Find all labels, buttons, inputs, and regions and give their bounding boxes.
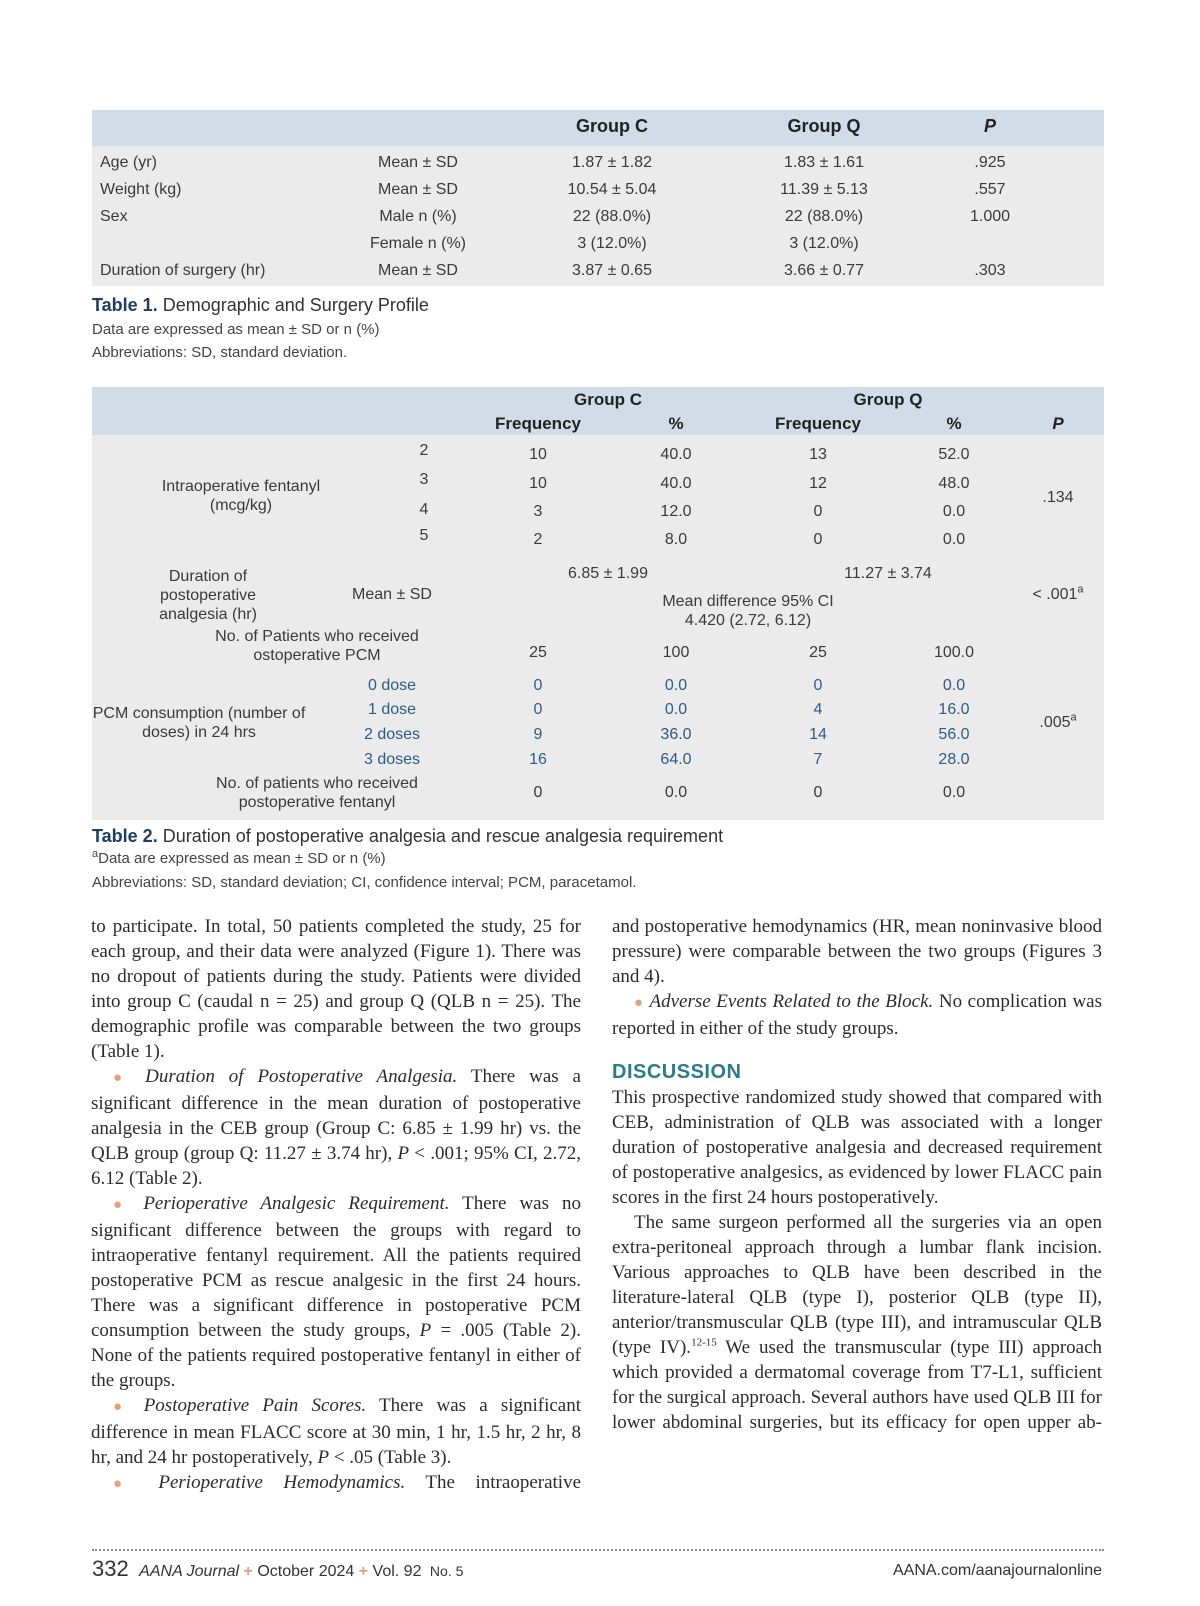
table-2-cell: 7 bbox=[813, 751, 823, 768]
table-1-caption-label: Table 1. bbox=[92, 295, 158, 315]
table-1-row-p: .303 bbox=[974, 262, 1006, 279]
bullet-icon: ● bbox=[113, 1197, 131, 1213]
table-1-row-q: 22 (88.0%) bbox=[784, 208, 864, 225]
table-2-note-sup: a bbox=[92, 848, 99, 860]
table-2-pcm-dose: 0 dose bbox=[367, 677, 417, 694]
table-2-cell: 25 bbox=[529, 644, 547, 661]
table-2-pcm-dose: 3 doses bbox=[363, 751, 421, 768]
table-2-cell: 0 bbox=[533, 701, 543, 718]
reference-superscript: 12-15 bbox=[691, 1336, 717, 1349]
table-2-duration-stat: Mean ± SD bbox=[352, 586, 432, 603]
p-symbol: P bbox=[419, 1320, 432, 1341]
table-2-pcm-consumption-label: PCM consumption (number of doses) in 24 hrs bbox=[92, 705, 306, 741]
paragraph bbox=[91, 1393, 581, 1470]
table-1-row-label: Weight (kg) bbox=[100, 181, 182, 198]
table-2-cell: 40.0 bbox=[660, 446, 692, 463]
table-1-row-p: .557 bbox=[974, 181, 1006, 198]
table-1 bbox=[92, 110, 1104, 286]
table-2-header-frequency-q: Frequency bbox=[775, 414, 861, 433]
table-2-cell: 10 bbox=[529, 446, 547, 463]
bullet-icon: ● bbox=[113, 1070, 132, 1086]
table-2-duration-p bbox=[1032, 585, 1083, 604]
text-span: There was a significant difference in mean FLACC score at 30 min, 1 hr, 1.5 hr, 2 hr, 8 hr, and 24 hr postoperatively, bbox=[91, 1395, 582, 1468]
table-2-header-group-q: Group Q bbox=[853, 390, 923, 409]
table-1-header-p: P bbox=[983, 116, 997, 136]
table-1-row-q: 11.39 ± 5.13 bbox=[780, 181, 868, 198]
subheading: Adverse Events Related to the Block. bbox=[649, 991, 934, 1012]
paragraph: to participate. In total, 50 patients completed the study, 25 for each group, and their data were analyzed (Figure 1). There was no dropout of patients during the study. Patients were divided into group C (caudal n = 25) and group Q (QLB n = 25). The demographic profile was comparable between the two groups (Table 1). bbox=[91, 916, 581, 1062]
table-2-cell: 3 bbox=[533, 503, 543, 520]
table-2-duration-c: 6.85 ± 1.99 bbox=[568, 565, 648, 582]
table-2-cell: 0 bbox=[813, 677, 823, 694]
table-2-cell: 0.0 bbox=[942, 503, 966, 520]
table-2 bbox=[92, 387, 1104, 820]
table-2-duration-diff-value: 4.420 (2.72, 6.12) bbox=[684, 612, 812, 629]
table-2-cell: 56.0 bbox=[938, 726, 970, 743]
table-2-header-group-c: Group C bbox=[574, 390, 642, 409]
table-2-cell: 2 bbox=[533, 531, 543, 548]
table-2-cell: 64.0 bbox=[660, 751, 692, 768]
footer-url: AANA.com/aanajournalonline bbox=[892, 1562, 1102, 1579]
table-1-row-stat: Female n (%) bbox=[369, 235, 467, 252]
issue-number: No. 5 bbox=[429, 1563, 464, 1579]
p-symbol: P bbox=[397, 1143, 410, 1164]
table-2-cell: 0 bbox=[533, 784, 543, 801]
table-1-header-group-c: Group C bbox=[576, 116, 648, 136]
text-span: < .05 (Table 3). bbox=[329, 1447, 452, 1468]
bullet-icon: ● bbox=[113, 1476, 138, 1492]
table-2-cell: 48.0 bbox=[938, 475, 970, 492]
table-2-header-percent-c: % bbox=[668, 414, 684, 433]
table-1-row-label: Duration of surgery (hr) bbox=[100, 262, 266, 279]
table-2-cell: 0.0 bbox=[942, 784, 966, 801]
subheading: Perioperative Analgesic Requirement. bbox=[143, 1193, 450, 1214]
table-2-duration-p-value: < .001 bbox=[1032, 586, 1078, 603]
text-span: We used the transmuscular (type III) approach which provided a dermatomal coverage from T7-L1, sufficient for the surgical approach. Several authors have used QLB III for lower abdominal surgeries, but its efficacy for open upper ab- bbox=[612, 1337, 1103, 1433]
bullet-icon: ● bbox=[113, 1399, 131, 1415]
table-2-cell: 14 bbox=[809, 726, 827, 743]
table-1-row-p: 1.000 bbox=[969, 208, 1011, 225]
table-2-cell: 25 bbox=[809, 644, 827, 661]
table-1-caption bbox=[92, 295, 429, 316]
table-2-note-text: Data are expressed as mean ± SD or n (%) bbox=[98, 850, 386, 867]
text-span: There was a significant difference in the mean duration of postoperative analgesia in the CEB group (Group C: 6.85 ± 1.99 hr) vs. the QLB group (group Q: 11.27 ± 3.74 hr), bbox=[91, 1066, 581, 1164]
table-1-row-label: Age (yr) bbox=[100, 154, 157, 171]
table-2-fentanyl-label: Intraoperative fentanyl (mcg/kg) bbox=[161, 478, 321, 514]
table-2-header-percent-q: % bbox=[946, 414, 962, 433]
table-2-cell: 0.0 bbox=[664, 701, 688, 718]
section-heading-discussion: DISCUSSION bbox=[612, 1061, 742, 1083]
plus-separator-icon: + bbox=[358, 1563, 369, 1580]
table-2-fentanyl-dose: 4 bbox=[419, 501, 429, 518]
paragraph: and postoperative hemodynamics (HR, mean noninvasive blood pressure) were comparable between the two groups (Figures 3 and 4). bbox=[612, 916, 1102, 987]
table-1-note: Abbreviations: SD, standard deviation. bbox=[92, 344, 348, 361]
table-2-cell: 0 bbox=[533, 677, 543, 694]
journal-name: AANA Journal bbox=[139, 1563, 240, 1580]
text-span: The intraoperative bbox=[405, 1472, 581, 1493]
table-2-note: Abbreviations: SD, standard deviation; CI, confidence interval; PCM, paracetamol. bbox=[92, 874, 637, 891]
table-1-row-c: 3 (12.0%) bbox=[577, 235, 647, 252]
table-2-pcm-p-sup: a bbox=[1070, 711, 1077, 724]
table-2-header-p: P bbox=[1052, 414, 1064, 433]
table-2-cell: 0 bbox=[813, 531, 823, 548]
subheading: Perioperative Hemodynamics. bbox=[158, 1472, 406, 1493]
footer-divider bbox=[92, 1549, 1104, 1551]
table-1-row-label: Sex bbox=[100, 208, 128, 225]
table-2-fentanyl-dose: 2 bbox=[419, 442, 429, 459]
table-2-cell: 0 bbox=[813, 784, 823, 801]
page-number: 332 bbox=[92, 1556, 129, 1581]
table-1-caption-text: Demographic and Surgery Profile bbox=[162, 295, 429, 315]
text-span: = .005 (Table 2). None of the patients required postoperative fentanyl in either of the groups. bbox=[91, 1320, 581, 1391]
table-2-cell: 16 bbox=[529, 751, 547, 768]
paragraph bbox=[612, 1210, 1102, 1435]
table-2-duration-label: Duration of postoperative analgesia (hr) bbox=[159, 568, 257, 623]
table-2-caption-label: Table 2. bbox=[92, 826, 158, 846]
table-2-cell: 0.0 bbox=[942, 531, 966, 548]
table-2-cell: 10 bbox=[529, 475, 547, 492]
table-2-cell: 9 bbox=[533, 726, 543, 743]
table-1-row-p: .925 bbox=[974, 154, 1006, 171]
volume: Vol. 92 bbox=[372, 1563, 422, 1580]
text-span: < .001; 95% CI, 2.72, 6.12 (Table 2). bbox=[91, 1143, 582, 1189]
table-2-cell: 36.0 bbox=[660, 726, 692, 743]
paragraph bbox=[612, 989, 1102, 1041]
table-2-pcm-p bbox=[1039, 713, 1076, 732]
subheading: Duration of Postoperative Analgesia. bbox=[145, 1066, 458, 1087]
table-2-cell: 8.0 bbox=[664, 531, 688, 548]
table-2-cell: 40.0 bbox=[660, 475, 692, 492]
table-1-row-q: 3 (12.0%) bbox=[789, 235, 859, 252]
table-1-note: Data are expressed as mean ± SD or n (%) bbox=[92, 321, 380, 338]
table-2-pcm-dose: 2 doses bbox=[363, 726, 421, 743]
table-2-fentanyl-received-label: No. of patients who received postoperative fentanyl bbox=[216, 775, 418, 811]
table-2-header-frequency-c: Frequency bbox=[495, 414, 581, 433]
table-2-cell: 4 bbox=[813, 701, 823, 718]
table-2-cell: 0.0 bbox=[664, 784, 688, 801]
table-1-header-group-q: Group Q bbox=[787, 116, 861, 136]
table-1-row-c: 3.87 ± 0.65 bbox=[572, 262, 652, 279]
table-2-fentanyl-dose: 5 bbox=[419, 527, 429, 544]
p-symbol: P bbox=[317, 1447, 330, 1468]
issue-date: October 2024 bbox=[257, 1563, 355, 1580]
table-2-cell: 28.0 bbox=[938, 751, 970, 768]
table-1-header bbox=[92, 110, 1104, 146]
table-2-cell: 12 bbox=[809, 475, 827, 492]
table-2-duration-q: 11.27 ± 3.74 bbox=[844, 565, 932, 582]
table-1-row-c: 22 (88.0%) bbox=[572, 208, 652, 225]
table-1-row-c: 10.54 ± 5.04 bbox=[567, 181, 657, 198]
table-2-note bbox=[92, 850, 386, 867]
table-2-caption-text: Duration of postoperative analgesia and rescue analgesia requirement bbox=[162, 826, 724, 846]
table-1-row-stat: Mean ± SD bbox=[378, 262, 458, 279]
table-2-cell: 13 bbox=[809, 446, 827, 463]
table-2-pcm-p-value: .005 bbox=[1039, 714, 1071, 731]
table-2-cell: 0 bbox=[813, 503, 823, 520]
table-2-cell: 100.0 bbox=[933, 644, 975, 661]
table-2-cell: 16.0 bbox=[938, 701, 970, 718]
table-2-header bbox=[92, 387, 1104, 435]
table-2-duration-p-sup: a bbox=[1077, 583, 1084, 596]
subheading: Postoperative Pain Scores. bbox=[143, 1395, 367, 1416]
table-2-duration-diff-label: Mean difference 95% CI bbox=[662, 593, 834, 610]
table-2-caption bbox=[92, 826, 723, 847]
table-2-cell: 0.0 bbox=[664, 677, 688, 694]
text-span: The same surgeon performed all the surgeries via an open extra-peritoneal approach through a lumbar flank incision. Various approaches to QLB have been described in the literature-lateral QLB (type I), posterior QLB (type II), anterior/transmuscular QLB (type III), and intramuscular QLB (type IV). bbox=[612, 1212, 1102, 1358]
table-2-pcm-received-label: No. of Patients who received ostoperative PCM bbox=[215, 628, 419, 664]
table-2-fentanyl-p: .134 bbox=[1042, 489, 1074, 506]
table-2-cell: 52.0 bbox=[938, 446, 970, 463]
table-2-cell: 0.0 bbox=[942, 677, 966, 694]
paragraph bbox=[91, 1191, 581, 1393]
left-column bbox=[91, 914, 581, 1497]
footer-left bbox=[92, 1556, 463, 1582]
text-span: There was no significant difference between the groups with regard to intraoperative fentanyl requirement. All the patients required postoperative PCM as rescue analgesic in the first 24 hours. There was a significant difference in postoperative PCM consumption between the study groups, bbox=[91, 1193, 581, 1341]
table-2-cell: 100 bbox=[662, 644, 690, 661]
plus-separator-icon: + bbox=[243, 1563, 253, 1580]
table-1-row-c: 1.87 ± 1.82 bbox=[572, 154, 652, 171]
paragraph bbox=[91, 1064, 581, 1191]
bullet-icon: ● bbox=[634, 995, 644, 1011]
table-1-row-q: 1.83 ± 1.61 bbox=[784, 154, 864, 171]
table-1-row-q: 3.66 ± 0.77 bbox=[784, 262, 864, 279]
paragraph bbox=[91, 1470, 581, 1497]
table-1-row-stat: Mean ± SD bbox=[378, 154, 458, 171]
table-1-row-stat: Male n (%) bbox=[379, 208, 457, 225]
paragraph: This prospective randomized study showed that compared with CEB, administration of QLB was associated with a longer duration of postoperative analgesia and decreased requirement of postoperative analgesics, as evidenced by lower FLACC pain scores in the first 24 hours postoperatively. bbox=[612, 1087, 1102, 1208]
table-2-pcm-dose: 1 dose bbox=[367, 701, 417, 718]
text-span: No complication was reported in either of the study groups. bbox=[612, 991, 1103, 1039]
table-1-row-stat: Mean ± SD bbox=[378, 181, 458, 198]
table-2-fentanyl-dose: 3 bbox=[419, 471, 429, 488]
right-column bbox=[612, 914, 1102, 1435]
table-2-cell: 12.0 bbox=[660, 503, 692, 520]
